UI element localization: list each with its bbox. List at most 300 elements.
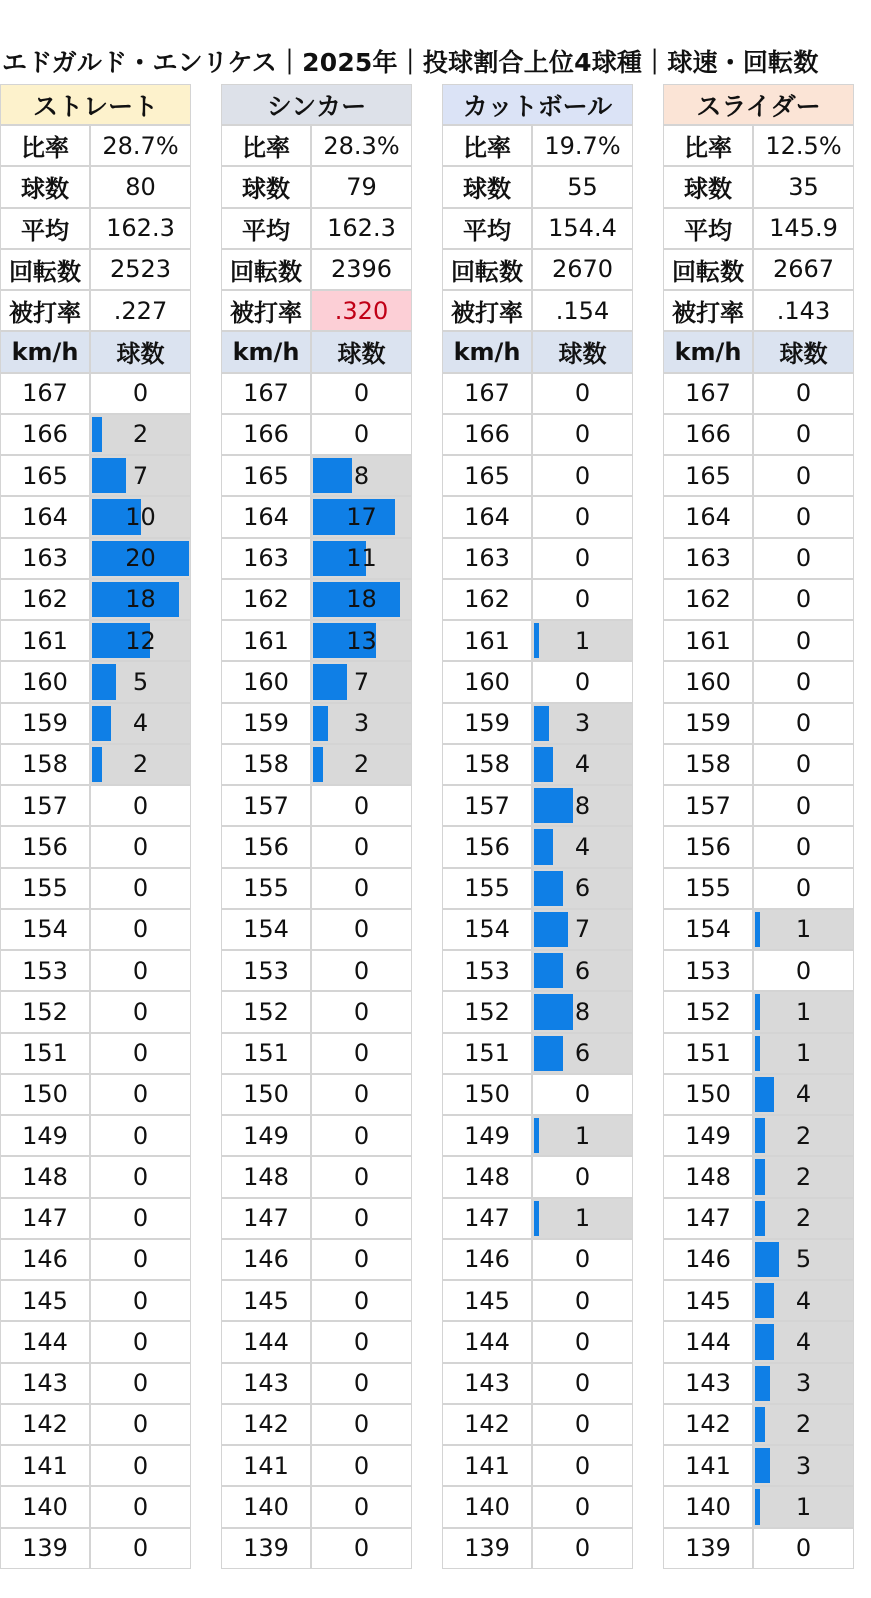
count-data-label: 2 — [353, 750, 370, 779]
speed-count-bar — [755, 1201, 765, 1236]
stat-label-ratio: 比率 — [221, 125, 311, 166]
speed-tick-label: 145 — [0, 1280, 90, 1321]
count-data-label: 0 — [574, 1451, 591, 1480]
speed-tick-label: 163 — [663, 538, 753, 579]
stat-label-count: 球数 — [663, 166, 753, 207]
speed-tick-label: 151 — [0, 1033, 90, 1074]
count-cell — [90, 868, 191, 909]
count-data-label: 17 — [346, 502, 377, 531]
speed-tick-label: 150 — [442, 1074, 532, 1115]
speed-count-bar — [755, 1324, 774, 1359]
speed-tick-label: 151 — [442, 1033, 532, 1074]
count-cell — [753, 661, 854, 702]
count-data-label: 7 — [353, 667, 370, 696]
stat-value-spin: 2523 — [90, 249, 191, 290]
count-data-label: 0 — [574, 1286, 591, 1315]
count-cell — [753, 1033, 854, 1074]
speed-tick-label: 145 — [442, 1280, 532, 1321]
speed-count-bar — [92, 458, 126, 493]
count-data-label: 0 — [574, 1492, 591, 1521]
speed-tick-label: 161 — [221, 620, 311, 661]
count-data-label: 0 — [132, 1534, 149, 1563]
speed-count-bar — [534, 1036, 563, 1071]
count-cell — [311, 455, 412, 496]
count-data-label: 4 — [132, 709, 149, 738]
count-data-label: 20 — [125, 544, 156, 573]
stat-label-spin: 回転数 — [221, 249, 311, 290]
speed-tick-label: 160 — [221, 661, 311, 702]
count-cell — [90, 661, 191, 702]
count-cell — [311, 1115, 412, 1156]
count-data-label: 2 — [132, 750, 149, 779]
count-cell — [753, 455, 854, 496]
speed-tick-label: 157 — [442, 785, 532, 826]
count-data-label: 3 — [795, 1451, 812, 1480]
speed-tick-label: 140 — [442, 1486, 532, 1527]
speed-tick-label: 141 — [663, 1445, 753, 1486]
stat-label-avg: 平均 — [663, 208, 753, 249]
speed-tick-label: 158 — [663, 744, 753, 785]
speed-count-bar — [755, 1118, 765, 1153]
speed-tick-label: 158 — [0, 744, 90, 785]
speed-tick-label: 161 — [0, 620, 90, 661]
count-cell — [532, 950, 633, 991]
count-cell — [532, 703, 633, 744]
count-cell — [311, 496, 412, 537]
count-data-label: 3 — [353, 709, 370, 738]
speed-tick-label: 152 — [221, 991, 311, 1032]
pitch-type-header: ストレート — [0, 84, 191, 125]
count-data-label: 0 — [574, 461, 591, 490]
count-data-label: 0 — [132, 997, 149, 1026]
speed-tick-label: 147 — [221, 1198, 311, 1239]
count-data-label: 0 — [574, 502, 591, 531]
speed-tick-label: 146 — [442, 1239, 532, 1280]
speed-tick-label: 159 — [442, 703, 532, 744]
count-data-label: 5 — [795, 1245, 812, 1274]
speed-tick-label: 152 — [663, 991, 753, 1032]
speed-column-header: km/h — [0, 331, 90, 372]
count-cell — [532, 373, 633, 414]
speed-count-bar — [534, 1201, 539, 1236]
stat-value-spin: 2396 — [311, 249, 412, 290]
count-data-label: 0 — [795, 956, 812, 985]
count-data-label: 0 — [795, 750, 812, 779]
count-data-label: 11 — [346, 544, 377, 573]
speed-tick-label: 149 — [663, 1115, 753, 1156]
count-data-label: 0 — [574, 667, 591, 696]
count-data-label: 2 — [795, 1410, 812, 1439]
speed-count-bar — [534, 871, 563, 906]
count-cell — [90, 703, 191, 744]
count-data-label: 1 — [574, 626, 591, 655]
count-cell — [311, 868, 412, 909]
count-data-label: 0 — [132, 1245, 149, 1274]
count-cell — [311, 579, 412, 620]
speed-tick-label: 160 — [0, 661, 90, 702]
count-cell — [90, 1156, 191, 1197]
count-data-label: 0 — [795, 709, 812, 738]
speed-tick-label: 163 — [221, 538, 311, 579]
count-cell — [532, 620, 633, 661]
count-cell — [753, 1404, 854, 1445]
speed-tick-label: 166 — [663, 414, 753, 455]
count-data-label: 7 — [132, 461, 149, 490]
speed-tick-label: 143 — [221, 1363, 311, 1404]
count-cell — [90, 1363, 191, 1404]
count-data-label: 1 — [795, 997, 812, 1026]
count-data-label: 0 — [795, 791, 812, 820]
count-data-label: 0 — [353, 1451, 370, 1480]
count-data-label: 0 — [132, 1410, 149, 1439]
count-data-label: 0 — [795, 667, 812, 696]
speed-tick-label: 167 — [442, 373, 532, 414]
speed-tick-label: 159 — [0, 703, 90, 744]
speed-tick-label: 157 — [0, 785, 90, 826]
count-data-label: 8 — [353, 461, 370, 490]
stat-value-ratio: 28.3% — [311, 125, 412, 166]
speed-tick-label: 157 — [663, 785, 753, 826]
speed-tick-label: 143 — [442, 1363, 532, 1404]
stat-value-avg-against: .154 — [532, 290, 633, 331]
count-data-label: 4 — [574, 750, 591, 779]
speed-tick-label: 158 — [221, 744, 311, 785]
count-cell — [532, 1445, 633, 1486]
speed-count-bar — [755, 1077, 774, 1112]
count-cell — [753, 744, 854, 785]
speed-tick-label: 167 — [0, 373, 90, 414]
count-data-label: 0 — [353, 1121, 370, 1150]
count-cell — [753, 1074, 854, 1115]
count-cell — [753, 950, 854, 991]
count-cell — [532, 1404, 633, 1445]
speed-tick-label: 153 — [442, 950, 532, 991]
count-data-label: 13 — [346, 626, 377, 655]
speed-tick-label: 147 — [663, 1198, 753, 1239]
count-data-label: 0 — [574, 585, 591, 614]
count-data-label: 0 — [574, 544, 591, 573]
pitch-panel — [442, 84, 636, 1569]
count-data-label: 2 — [132, 420, 149, 449]
count-cell — [753, 1115, 854, 1156]
speed-tick-label: 151 — [663, 1033, 753, 1074]
count-data-label: 0 — [132, 832, 149, 861]
count-data-label: 0 — [574, 1245, 591, 1274]
count-data-label: 0 — [574, 379, 591, 408]
speed-tick-label: 155 — [0, 868, 90, 909]
speed-count-bar — [92, 664, 116, 699]
speed-count-bar — [313, 458, 352, 493]
speed-tick-label: 157 — [221, 785, 311, 826]
count-data-label: 0 — [353, 1327, 370, 1356]
speed-tick-label: 152 — [0, 991, 90, 1032]
speed-tick-label: 163 — [0, 538, 90, 579]
count-cell — [311, 703, 412, 744]
count-data-label: 7 — [574, 915, 591, 944]
count-cell — [532, 744, 633, 785]
speed-tick-label: 139 — [221, 1528, 311, 1569]
count-cell — [90, 1486, 191, 1527]
count-data-label: 0 — [795, 461, 812, 490]
count-cell — [90, 620, 191, 661]
count-data-label: 2 — [795, 1204, 812, 1233]
count-cell — [311, 661, 412, 702]
count-data-label: 0 — [132, 1121, 149, 1150]
count-cell — [753, 1363, 854, 1404]
speed-tick-label: 142 — [0, 1404, 90, 1445]
count-cell — [90, 1033, 191, 1074]
speed-tick-label: 166 — [221, 414, 311, 455]
count-cell — [753, 1156, 854, 1197]
count-data-label: 0 — [132, 1451, 149, 1480]
pitch-type-header: カットボール — [442, 84, 633, 125]
stat-value-count: 35 — [753, 166, 854, 207]
count-cell — [753, 1239, 854, 1280]
speed-count-bar — [755, 1366, 770, 1401]
speed-tick-label: 140 — [221, 1486, 311, 1527]
pitch-panel — [221, 84, 415, 1569]
count-column-header: 球数 — [532, 331, 633, 372]
speed-tick-label: 155 — [663, 868, 753, 909]
speed-tick-label: 144 — [663, 1321, 753, 1362]
count-data-label: 0 — [132, 1039, 149, 1068]
count-cell — [311, 1239, 412, 1280]
speed-tick-label: 143 — [663, 1363, 753, 1404]
speed-tick-label: 162 — [221, 579, 311, 620]
speed-tick-label: 148 — [663, 1156, 753, 1197]
stat-value-spin: 2670 — [532, 249, 633, 290]
speed-tick-label: 145 — [221, 1280, 311, 1321]
count-data-label: 6 — [574, 956, 591, 985]
stat-label-avg: 平均 — [221, 208, 311, 249]
count-data-label: 6 — [574, 874, 591, 903]
count-data-label: 0 — [132, 1080, 149, 1109]
count-cell — [753, 1486, 854, 1527]
stat-value-avg: 162.3 — [311, 208, 412, 249]
count-data-label: 0 — [132, 1492, 149, 1521]
speed-tick-label: 161 — [663, 620, 753, 661]
count-data-label: 2 — [795, 1162, 812, 1191]
count-cell — [532, 579, 633, 620]
count-cell — [90, 826, 191, 867]
count-cell — [532, 1198, 633, 1239]
speed-tick-label: 159 — [221, 703, 311, 744]
count-cell — [532, 1280, 633, 1321]
count-cell — [311, 620, 412, 661]
stat-label-avg-against: 被打率 — [663, 290, 753, 331]
count-cell — [311, 991, 412, 1032]
speed-tick-label: 142 — [221, 1404, 311, 1445]
count-data-label: 1 — [795, 1492, 812, 1521]
pitch-type-header: シンカー — [221, 84, 412, 125]
speed-tick-label: 156 — [221, 826, 311, 867]
count-data-label: 0 — [353, 997, 370, 1026]
count-data-label: 0 — [795, 585, 812, 614]
stat-label-ratio: 比率 — [442, 125, 532, 166]
count-data-label: 0 — [574, 420, 591, 449]
count-data-label: 0 — [795, 502, 812, 531]
count-data-label: 4 — [795, 1286, 812, 1315]
count-cell — [311, 744, 412, 785]
count-data-label: 1 — [795, 1039, 812, 1068]
count-data-label: 0 — [353, 1492, 370, 1521]
count-cell — [311, 1198, 412, 1239]
speed-tick-label: 165 — [0, 455, 90, 496]
count-cell — [753, 496, 854, 537]
count-data-label: 0 — [353, 1039, 370, 1068]
speed-tick-label: 154 — [442, 909, 532, 950]
speed-tick-label: 146 — [0, 1239, 90, 1280]
count-cell — [90, 579, 191, 620]
speed-column-header: km/h — [221, 331, 311, 372]
count-data-label: 0 — [574, 1410, 591, 1439]
count-cell — [311, 414, 412, 455]
count-data-label: 1 — [795, 915, 812, 944]
speed-tick-label: 147 — [0, 1198, 90, 1239]
speed-column-header: km/h — [663, 331, 753, 372]
count-cell — [311, 1156, 412, 1197]
count-data-label: 0 — [132, 791, 149, 820]
count-cell — [532, 1486, 633, 1527]
count-data-label: 0 — [353, 915, 370, 944]
count-data-label: 3 — [795, 1369, 812, 1398]
stat-value-avg-against: .320 — [311, 290, 412, 331]
count-cell — [753, 579, 854, 620]
count-data-label: 6 — [574, 1039, 591, 1068]
count-data-label: 2 — [795, 1121, 812, 1150]
speed-tick-label: 150 — [221, 1074, 311, 1115]
speed-tick-label: 152 — [442, 991, 532, 1032]
count-cell — [532, 455, 633, 496]
count-cell — [532, 1115, 633, 1156]
speed-tick-label: 144 — [0, 1321, 90, 1362]
stat-label-avg: 平均 — [0, 208, 90, 249]
stat-value-avg: 162.3 — [90, 208, 191, 249]
speed-tick-label: 164 — [442, 496, 532, 537]
count-cell — [532, 538, 633, 579]
count-data-label: 8 — [574, 791, 591, 820]
count-cell — [90, 414, 191, 455]
speed-tick-label: 154 — [0, 909, 90, 950]
count-cell — [532, 991, 633, 1032]
count-cell — [311, 1486, 412, 1527]
speed-tick-label: 148 — [442, 1156, 532, 1197]
speed-count-bar — [534, 788, 573, 823]
count-data-label: 0 — [353, 1080, 370, 1109]
stat-label-spin: 回転数 — [0, 249, 90, 290]
speed-count-bar — [755, 1159, 765, 1194]
stat-value-spin: 2667 — [753, 249, 854, 290]
count-cell — [90, 950, 191, 991]
stat-value-avg: 145.9 — [753, 208, 854, 249]
stat-label-avg: 平均 — [442, 208, 532, 249]
speed-tick-label: 147 — [442, 1198, 532, 1239]
speed-count-bar — [313, 664, 347, 699]
speed-count-bar — [534, 953, 563, 988]
speed-tick-label: 165 — [221, 455, 311, 496]
speed-tick-label: 155 — [442, 868, 532, 909]
count-cell — [753, 826, 854, 867]
count-data-label: 18 — [346, 585, 377, 614]
count-cell — [753, 991, 854, 1032]
stat-label-avg-against: 被打率 — [442, 290, 532, 331]
count-cell — [753, 414, 854, 455]
count-cell — [532, 1321, 633, 1362]
count-data-label: 3 — [574, 709, 591, 738]
count-data-label: 0 — [353, 1162, 370, 1191]
count-data-label: 0 — [353, 956, 370, 985]
count-cell — [532, 785, 633, 826]
stat-label-spin: 回転数 — [442, 249, 532, 290]
count-data-label: 0 — [795, 1534, 812, 1563]
speed-tick-label: 139 — [442, 1528, 532, 1569]
count-data-label: 4 — [795, 1327, 812, 1356]
speed-tick-label: 167 — [221, 373, 311, 414]
count-data-label: 8 — [574, 997, 591, 1026]
speed-tick-label: 148 — [0, 1156, 90, 1197]
speed-tick-label: 154 — [663, 909, 753, 950]
stat-value-avg-against: .227 — [90, 290, 191, 331]
count-data-label: 0 — [574, 1327, 591, 1356]
count-data-label: 4 — [574, 832, 591, 861]
count-cell — [753, 1528, 854, 1569]
count-cell — [90, 1404, 191, 1445]
count-cell — [90, 1528, 191, 1569]
speed-tick-label: 142 — [442, 1404, 532, 1445]
count-cell — [90, 1321, 191, 1362]
count-data-label: 4 — [795, 1080, 812, 1109]
speed-tick-label: 153 — [221, 950, 311, 991]
count-cell — [753, 1280, 854, 1321]
stat-value-avg: 154.4 — [532, 208, 633, 249]
count-cell — [90, 1280, 191, 1321]
count-cell — [311, 1528, 412, 1569]
count-cell — [90, 455, 191, 496]
speed-tick-label: 151 — [221, 1033, 311, 1074]
speed-tick-label: 162 — [663, 579, 753, 620]
speed-count-bar — [534, 829, 553, 864]
speed-tick-label: 165 — [442, 455, 532, 496]
speed-tick-label: 161 — [442, 620, 532, 661]
count-cell — [90, 373, 191, 414]
stat-label-ratio: 比率 — [0, 125, 90, 166]
speed-tick-label: 156 — [663, 826, 753, 867]
speed-tick-label: 144 — [442, 1321, 532, 1362]
count-cell — [753, 909, 854, 950]
speed-count-bar — [755, 1036, 760, 1071]
count-data-label: 0 — [353, 1204, 370, 1233]
speed-tick-label: 145 — [663, 1280, 753, 1321]
count-data-label: 0 — [574, 1080, 591, 1109]
speed-tick-label: 160 — [442, 661, 532, 702]
count-data-label: 0 — [795, 874, 812, 903]
speed-tick-label: 164 — [221, 496, 311, 537]
count-data-label: 18 — [125, 585, 156, 614]
speed-tick-label: 164 — [0, 496, 90, 537]
count-cell — [532, 661, 633, 702]
speed-tick-label: 139 — [0, 1528, 90, 1569]
count-cell — [753, 785, 854, 826]
speed-tick-label: 164 — [663, 496, 753, 537]
count-cell — [311, 785, 412, 826]
speed-tick-label: 141 — [442, 1445, 532, 1486]
count-cell — [753, 868, 854, 909]
count-data-label: 1 — [574, 1204, 591, 1233]
count-column-header: 球数 — [311, 331, 412, 372]
stat-label-avg-against: 被打率 — [0, 290, 90, 331]
speed-tick-label: 150 — [0, 1074, 90, 1115]
count-cell — [90, 496, 191, 537]
